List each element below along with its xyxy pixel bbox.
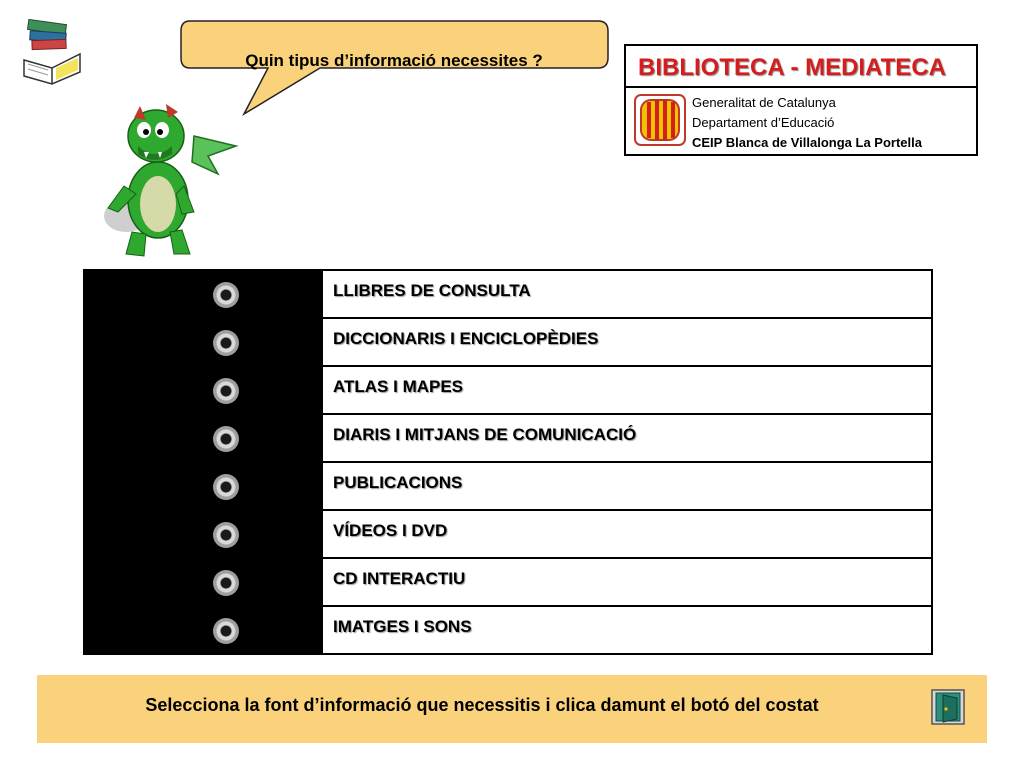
radio-button-videos[interactable] xyxy=(213,522,239,548)
menu-row-cd xyxy=(323,559,931,607)
instruction-text: Selecciona la font d’informació que necessitis i clica damunt el botó del costat xyxy=(145,695,819,715)
menu-item-label: IMATGES I SONS xyxy=(333,617,472,636)
instruction-bar xyxy=(37,675,987,743)
menu-item-label: VÍDEOS I DVD xyxy=(333,521,448,540)
menu-row-diccionaris xyxy=(323,319,931,367)
generalitat-text: Generalitat de Catalunya xyxy=(692,95,836,110)
radio-button-diaris[interactable] xyxy=(213,426,239,452)
menu-button-column xyxy=(85,271,323,653)
menu-row-publicacions xyxy=(323,463,931,511)
radio-button-cd[interactable] xyxy=(213,570,239,596)
information-sources-menu xyxy=(83,269,933,655)
menu-row-videos xyxy=(323,511,931,559)
menu-row-imatges xyxy=(323,607,931,653)
menu-item-label: ATLAS I MAPES xyxy=(333,377,464,396)
radio-button-atlas[interactable] xyxy=(213,378,239,404)
radio-button-publicacions[interactable] xyxy=(213,474,239,500)
school-name: CEIP Blanca de Villalonga La Portella xyxy=(692,135,922,150)
library-header xyxy=(624,44,978,156)
menu-item-label: DICCIONARIS I ENCICLOPÈDIES xyxy=(333,329,599,348)
question-text: Quin tipus d’informació necessites ? xyxy=(245,51,543,70)
menu-item-label: DIARIS I MITJANS DE COMUNICACIÓ xyxy=(333,425,637,444)
radio-button-llibres[interactable] xyxy=(213,282,239,308)
menu-row-llibres xyxy=(323,271,931,319)
radio-button-diccionaris[interactable] xyxy=(213,330,239,356)
menu-item-label: PUBLICACIONS xyxy=(333,473,463,492)
exit-door-icon[interactable] xyxy=(931,689,965,725)
dragon-mascot xyxy=(96,96,246,261)
catalonia-seal-icon xyxy=(634,94,686,146)
library-title: BIBLIOTECA - MEDIATECA xyxy=(626,46,976,88)
radio-button-imatges[interactable] xyxy=(213,618,239,644)
department-text: Departament d’Educació xyxy=(692,115,835,130)
books-icon xyxy=(18,18,88,86)
menu-item-label: CD INTERACTIU xyxy=(333,569,466,588)
menu-row-diaris xyxy=(323,415,931,463)
menu-item-label: LLIBRES DE CONSULTA xyxy=(333,281,531,300)
menu-row-atlas xyxy=(323,367,931,415)
